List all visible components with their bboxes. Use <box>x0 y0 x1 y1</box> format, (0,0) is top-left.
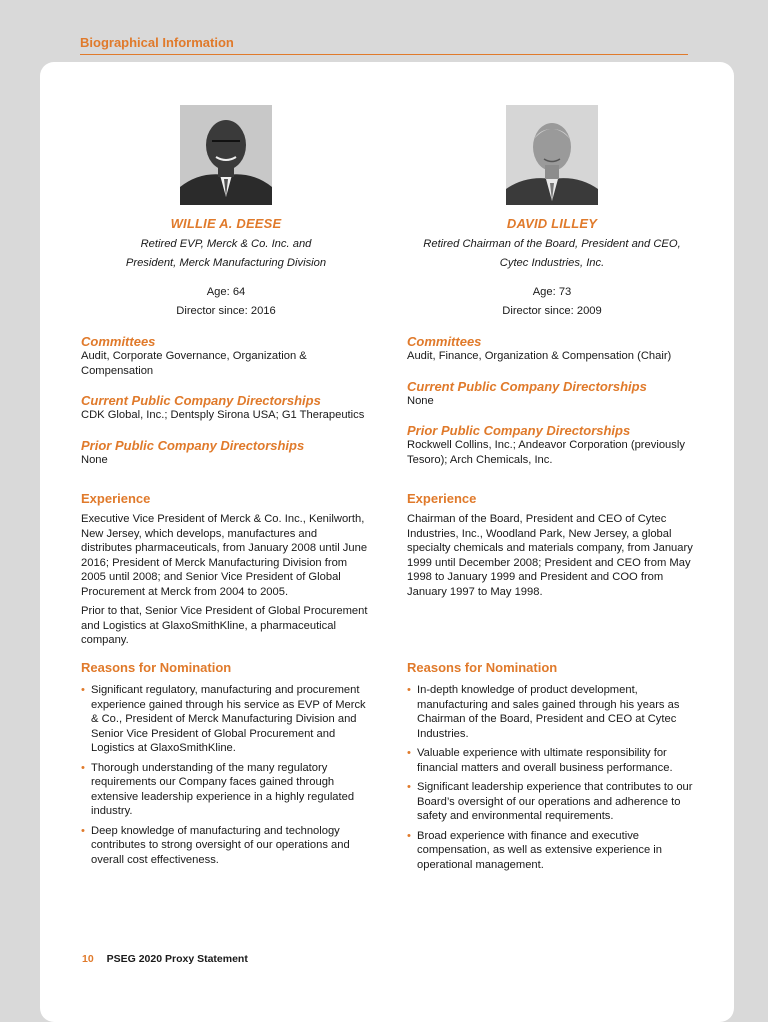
director-title-line1: Retired EVP, Merck & Co. Inc. and <box>140 238 312 250</box>
director-title-line2: President, Merck Manufacturing Division <box>125 257 327 269</box>
section-title: Biographical Information <box>80 35 234 50</box>
director-title <box>407 235 697 273</box>
reason-item: • Valuable experience with ultimate responsibility for financial matters and overall business performance. <box>407 746 697 775</box>
reasons-list <box>81 683 371 867</box>
director-title <box>81 235 371 273</box>
current-directorships-text: CDK Global, Inc.; Dentsply Sirona USA; G1 Therapeutics <box>81 409 365 421</box>
document-title: PSEG 2020 Proxy Statement <box>106 953 248 965</box>
experience-heading: Experience <box>81 491 151 506</box>
reasons-heading: Reasons for Nomination <box>81 660 232 675</box>
reason-item: • Significant regulatory, manufacturing and procurement experience gained through his service as EVP of Merck & Co., President of Merck Manufacturing Division and Senior Vice President of Global Procurement and Logistics at GlaxoSmithKline. <box>81 683 371 756</box>
director-age: Age: 64 <box>206 286 246 298</box>
director-age: Age: 73 <box>532 286 572 298</box>
prior-directorships-text: None <box>81 453 108 466</box>
reason-item: • In-depth knowledge of product development, manufacturing and sales gained through his years as Chairman of the Board, President and CEO at Cytec Industries. <box>407 683 697 741</box>
prior-directorships-text: Rockwell Collins, Inc.; Andeavor Corporation (previously Tesoro); Arch Chemicals, Inc. <box>407 439 685 466</box>
reason-item: • Broad experience with finance and executive compensation, as well as extensive experience in operational management. <box>407 829 697 873</box>
director-stats <box>407 283 697 321</box>
director-deese <box>81 105 371 866</box>
current-directorships-text: None <box>407 394 434 407</box>
reasons-heading: Reasons for Nomination <box>407 660 558 675</box>
experience-heading: Experience <box>407 491 477 506</box>
director-since: Director since: 2009 <box>502 305 602 317</box>
committees-heading: Committees <box>81 334 156 349</box>
reason-item: • Significant leadership experience that contributes to our Board’s oversight of our operations and adherence to safety and environmental requirements. <box>407 780 697 824</box>
page-footer <box>82 953 248 965</box>
committees-text: Audit, Finance, Organization & Compensation (Chair) <box>407 350 672 362</box>
reason-item: • Deep knowledge of manufacturing and technology contributes to strong oversight of our operations and overall cost effectiveness. <box>81 824 371 868</box>
committees-text: Audit, Corporate Governance, Organization & Compensation <box>81 350 307 377</box>
experience-paragraph: Chairman of the Board, President and CEO of Cytec Industries, Inc., Woodland Park, New Jersey, a global specialty chemicals and materials company, from January 1999 until December 2008; President and CEO from May 1998 to January 1999 and President and COO from January 1997 to May 1998. <box>407 513 693 598</box>
director-name: WILLIE A. DEESE <box>170 216 282 231</box>
director-stats <box>81 283 371 321</box>
experience-paragraph: Executive Vice President of Merck & Co. Inc., Kenilworth, New Jersey, which develops, manufactures and distributes pharmaceuticals, from January 2008 until June 2016; President of Merck Manufacturing Division from 2005 until 2008; and Senior Vice President of Global Procurement at Merck from 2004 to 2005. <box>81 513 368 598</box>
prior-directorships-heading: Prior Public Company Directorships <box>407 423 631 438</box>
experience-paragraph: Prior to that, Senior Vice President of Global Procurement and Logistics at GlaxoSmithKline, a pharmaceutical company. <box>81 605 368 646</box>
current-directorships-heading: Current Public Company Directorships <box>81 393 321 408</box>
director-photo-lilley <box>506 105 598 203</box>
director-name: DAVID LILLEY <box>506 216 598 231</box>
director-lilley <box>407 105 697 871</box>
director-title-line2: Cytec Industries, Inc. <box>499 257 605 269</box>
reason-item: • Thorough understanding of the many regulatory requirements our Company faces gained through extensive leadership experience in a highly regulated industry. <box>81 761 371 819</box>
prior-directorships-heading: Prior Public Company Directorships <box>81 437 305 453</box>
current-directorships-heading: Current Public Company Directorships <box>407 378 647 394</box>
director-photo-deese <box>180 105 272 203</box>
reasons-list <box>407 683 697 872</box>
biography-card <box>40 62 734 1022</box>
director-since: Director since: 2016 <box>176 305 276 317</box>
portrait-icon <box>180 105 272 205</box>
committees-heading: Committees <box>407 334 482 349</box>
director-title-line1: Retired Chairman of the Board, President and CEO, <box>423 238 681 250</box>
portrait-icon <box>506 105 598 205</box>
page-number: 10 <box>82 953 94 965</box>
section-header <box>80 34 688 55</box>
